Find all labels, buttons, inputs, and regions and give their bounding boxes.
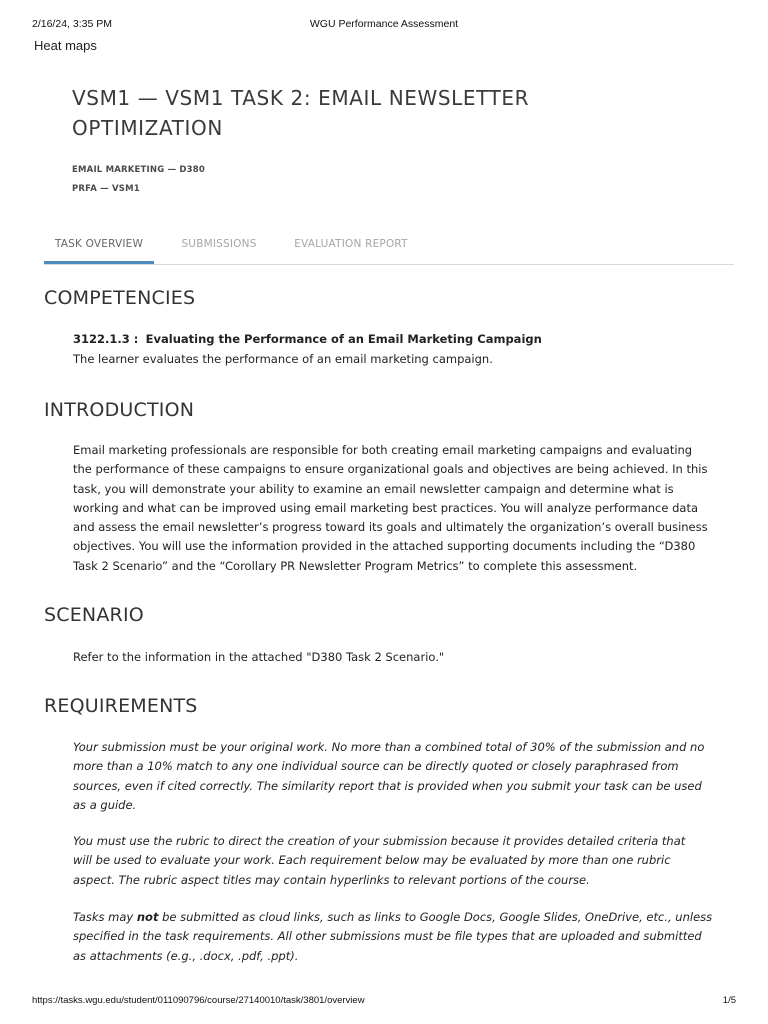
introduction-line: the performance of these campaigns to ensure organizational goals and objectives are being achieved. In this	[73, 462, 708, 477]
introduction-line: Email marketing professionals are responsible for both creating email marketing campaigns and evaluating	[73, 443, 693, 457]
scenario-line: Refer to the information in the attached "D380 Task 2 Scenario."	[73, 650, 445, 664]
tab-evaluation-report[interactable]: EVALUATION REPORT	[294, 238, 408, 250]
introduction-line: objectives. You will use the information provided in the attached supporting documents including the “D380	[73, 539, 696, 554]
print-datetime: 2/16/24, 3:35 PM	[32, 18, 112, 30]
introduction-line: Task 2 Scenario” and the “Corollary PR Newsletter Program Metrics” to complete this assessment.	[73, 558, 638, 573]
heat-maps-label: Heat maps	[34, 38, 97, 53]
task-tabs	[44, 230, 734, 265]
competency-code: 3122.1.3 :	[73, 332, 139, 346]
scenario-heading: SCENARIO	[44, 604, 144, 626]
requirements-line: will be used to evaluate your work. Each requirement below may be evaluated by more than one rubric	[73, 853, 671, 868]
requirements-heading: REQUIREMENTS	[44, 695, 198, 717]
requirements-line: sources, even if cited correctly. The similarity report that is provided when you submit your task can be used	[73, 778, 702, 793]
introduction-line: task, you will demonstrate your ability to examine an email newsletter campaign and determine what is	[73, 481, 674, 496]
requirements-rubric-paragraph	[73, 832, 703, 890]
requirements-originality-paragraph	[73, 738, 703, 815]
course-label: EMAIL MARKETING — D380	[72, 165, 206, 175]
print-header	[32, 18, 736, 32]
tab-submissions[interactable]: SUBMISSIONS	[181, 238, 257, 250]
requirements-line: aspect. The rubric aspect titles may contain hyperlinks to relevant portions of the course.	[73, 872, 590, 887]
scenario-text	[73, 648, 703, 667]
assessment-label: PRFA — VSM1	[72, 184, 140, 194]
competency-name: Evaluating the Performance of an Email Marketing Campaign	[145, 332, 542, 346]
competency-title	[73, 332, 542, 346]
requirements-line	[73, 908, 713, 927]
task-title-line-1: VSM1 — VSM1 TASK 2: EMAIL NEWSLETTER	[72, 86, 530, 110]
introduction-line: and assess the email newsletter’s progress toward its goals and ultimately the organization’s overall business	[73, 520, 708, 535]
introduction-heading: INTRODUCTION	[44, 399, 195, 421]
page-number: 1/5	[722, 995, 736, 1006]
requirements-file-types-paragraph	[73, 908, 713, 966]
print-document-title: WGU Performance Assessment	[309, 18, 459, 30]
task-title	[72, 83, 632, 143]
requirements-text: Tasks may	[73, 910, 137, 924]
requirements-emphasis: not	[136, 910, 159, 924]
requirements-line: specified in the task requirements. All other submissions must be file types that are uploaded and submitted	[73, 929, 702, 944]
page-url: https://tasks.wgu.edu/student/011090796/course/27140010/task/3801/overview	[32, 995, 365, 1006]
requirements-line: You must use the rubric to direct the creation of your submission because it provides detailed criteria that	[73, 834, 686, 848]
tab-task-overview[interactable]: TASK OVERVIEW	[44, 230, 154, 264]
requirements-line: Your submission must be your original work. No more than a combined total of 30% of the submission and no	[73, 740, 705, 754]
task-title-line-2: OPTIMIZATION	[72, 116, 223, 140]
requirements-line: more than a 10% match to any one individual source can be directly quoted or closely paraphrased from	[73, 759, 679, 774]
requirements-line: as attachments (e.g., .docx, .pdf, .ppt).	[73, 948, 299, 963]
requirements-line: as a guide.	[73, 797, 137, 812]
competencies-heading: COMPETENCIES	[44, 287, 196, 309]
requirements-text: be submitted as cloud links, such as links to Google Docs, Google Slides, OneDrive, etc., unless	[158, 910, 713, 924]
competency-description: The learner evaluates the performance of an email marketing campaign.	[73, 352, 493, 366]
print-footer	[32, 995, 736, 1009]
introduction-line: working and what can be improved using email marketing best practices. You will analyze performance data	[73, 500, 699, 515]
introduction-text	[73, 441, 708, 576]
